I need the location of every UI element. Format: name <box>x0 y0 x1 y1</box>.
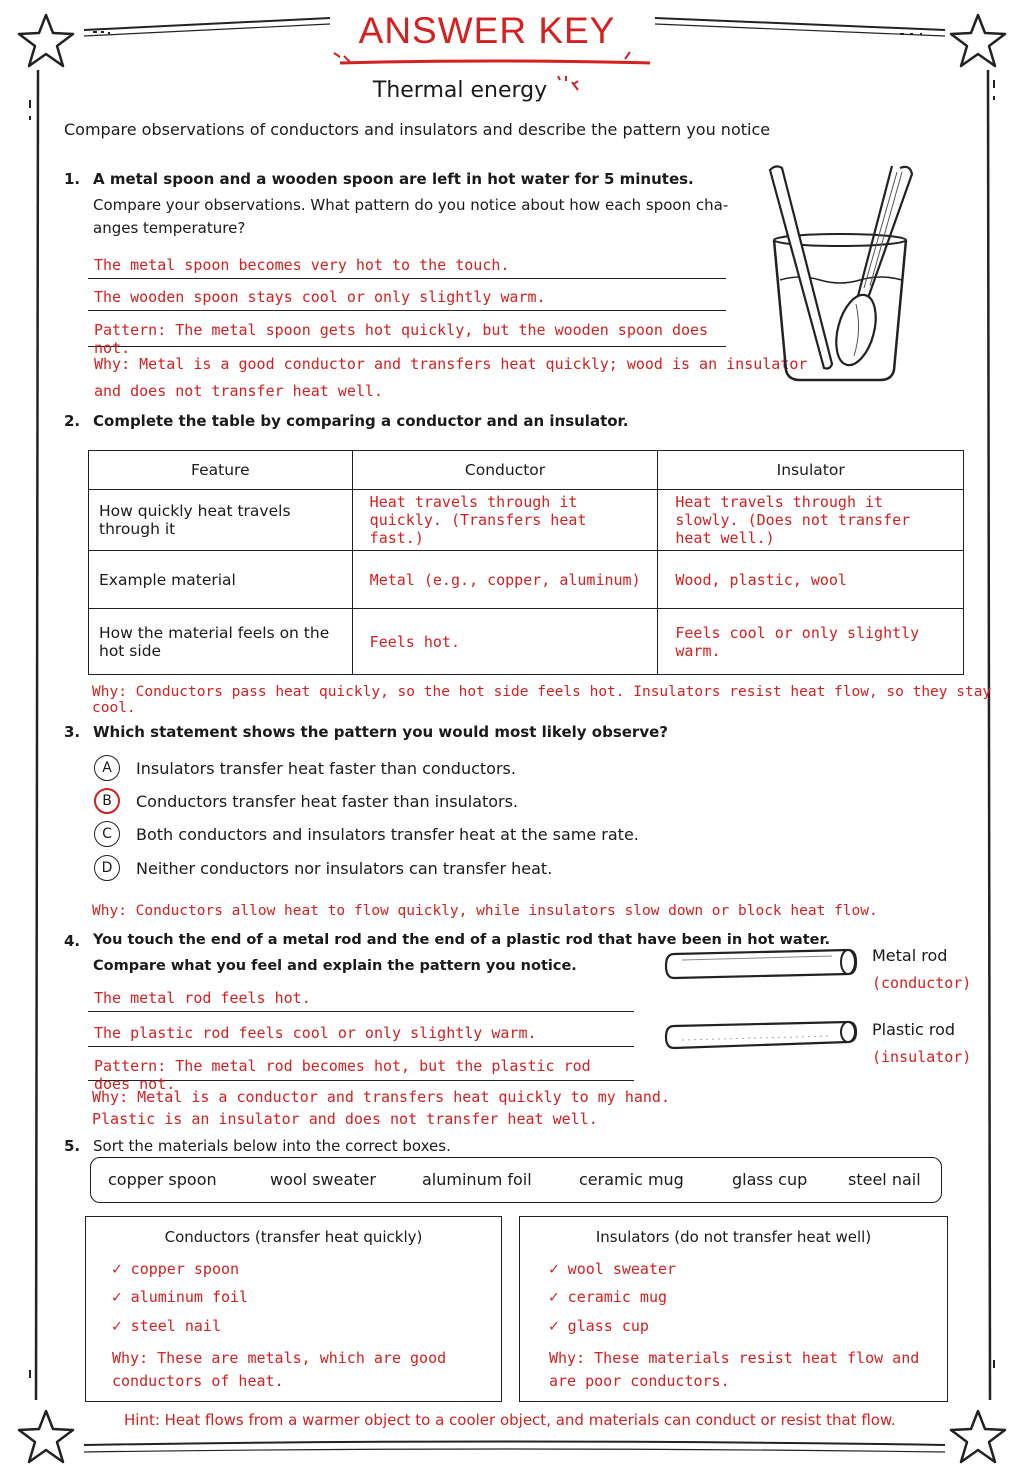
word-bank-item[interactable]: glass cup <box>732 1170 808 1189</box>
q3-number: 3. <box>64 723 81 741</box>
q1-why-line1: Why: Metal is a good conductor and transfers heat quickly; wood is an insulator <box>94 355 808 373</box>
q4-number: 4. <box>64 932 81 950</box>
q1-why-line2: and does not transfer heat well. <box>94 382 383 400</box>
subtitle: Thermal energy <box>372 78 548 103</box>
star-icon <box>948 12 1008 70</box>
q1-sub-line1: Compare your observations. What pattern do you notice about how each spoon cha- <box>93 196 729 214</box>
insulator-cell: Wood, plastic, wool <box>658 551 964 609</box>
metal-rod-label: Metal rod <box>872 946 948 965</box>
insulators-why-line2: are poor conductors. <box>549 1372 730 1390</box>
conductor-item-text: aluminum foil <box>130 1288 249 1306</box>
checkmark-icon: ✓ <box>112 1287 122 1306</box>
intro-text: Compare observations of conductors and insulators and describe the pattern you notice <box>64 120 771 139</box>
q2-prompt: Complete the table by comparing a conductor and an insulator. <box>93 412 629 430</box>
q2-why: Why: Conductors pass heat quickly, so the hot side feels hot. Insulators resist heat flow, so they stay cool. <box>92 684 992 716</box>
q1-number: 1. <box>64 170 81 188</box>
checkmark-icon: ✓ <box>112 1259 122 1278</box>
conductors-title: Conductors (transfer heat quickly) <box>164 1228 423 1246</box>
q1-answer-line: Pattern: The metal spoon gets hot quickly, but the wooden spoon does not. <box>88 321 726 347</box>
star-icon <box>948 1408 1008 1466</box>
conductor-item <box>112 1316 221 1335</box>
choice-text: Insulators transfer heat faster than conductors. <box>136 758 516 778</box>
plastic-rod-label: Plastic rod <box>872 1020 956 1039</box>
insulator-item-text: glass cup <box>567 1317 649 1335</box>
conductors-why-line2: conductors of heat. <box>112 1372 284 1390</box>
choice-a[interactable] <box>94 755 516 781</box>
choice-text: Conductors transfer heat faster than insulators. <box>136 791 519 811</box>
conductor-cell: Heat travels through it quickly. (Transfers heat fast.) <box>352 490 658 551</box>
conductors-why-line1: Why: These are metals, which are good <box>112 1349 447 1367</box>
q1-answer-line: The wooden spoon stays cool or only slightly warm. <box>88 288 726 311</box>
q3-why: Why: Conductors allow heat to flow quickly, while insulators slow down or block heat flow. <box>92 903 878 919</box>
q4-why-line2: Plastic is an insulator and does not transfer heat well. <box>92 1110 598 1128</box>
q2-number: 2. <box>64 412 81 430</box>
insulator-item-text: wool sweater <box>567 1260 677 1278</box>
conductor-item-text: copper spoon <box>130 1260 240 1278</box>
word-bank-item[interactable]: steel nail <box>848 1170 921 1189</box>
insulator-item <box>549 1287 667 1306</box>
word-bank-item[interactable]: aluminum foil <box>422 1170 532 1189</box>
q4-answer-line: The metal rod feels hot. <box>88 989 634 1012</box>
insulator-item <box>549 1259 676 1278</box>
choice-bubble[interactable]: A <box>94 755 120 781</box>
conductor-item <box>112 1287 248 1306</box>
q4-why-line1: Why: Metal is a conductor and transfers heat quickly to my hand. <box>92 1088 670 1106</box>
q5-prompt: Sort the materials below into the correct boxes. <box>93 1137 451 1155</box>
conductor-cell: Metal (e.g., copper, aluminum) <box>352 551 658 609</box>
choice-b[interactable] <box>94 788 518 814</box>
choice-bubble-selected[interactable]: B <box>94 788 120 814</box>
insulators-why-line1: Why: These materials resist heat flow and <box>549 1349 920 1367</box>
insulator-item <box>549 1316 649 1335</box>
q1-sub-line2: anges temperature? <box>93 219 246 237</box>
q5-number: 5. <box>64 1137 81 1155</box>
q4-answer-line: Pattern: The metal rod becomes hot, but the plastic rod does not. <box>88 1057 634 1081</box>
table-header: Feature <box>89 451 353 490</box>
title-underline <box>330 50 660 76</box>
checkmark-icon: ✓ <box>549 1259 559 1278</box>
spoons-in-glass-illustration <box>760 158 920 388</box>
insulators-title: Insulators (do not transfer heat well) <box>595 1228 872 1246</box>
word-bank-item[interactable]: copper spoon <box>108 1170 217 1189</box>
table-row <box>89 609 964 675</box>
table-header-row <box>89 451 964 490</box>
sparkle-icon <box>552 72 582 96</box>
feature-cell: How the material feels on the hot side <box>89 609 353 675</box>
word-bank-item[interactable]: wool sweater <box>270 1170 376 1189</box>
choice-bubble[interactable]: C <box>94 821 120 847</box>
q1-answer-line: The metal spoon becomes very hot to the touch. <box>88 256 726 279</box>
feature-cell: How quickly heat travels through it <box>89 490 353 551</box>
star-icon <box>16 1408 76 1466</box>
q4-answer-line: The plastic rod feels cool or only slightly warm. <box>88 1024 634 1047</box>
table-header: Insulator <box>658 451 964 490</box>
q4-prompt: You touch the end of a metal rod and the end of a plastic rod that have been in hot water. <box>93 932 831 948</box>
answer-key-title: ANSWER KEY <box>358 10 616 51</box>
checkmark-icon: ✓ <box>549 1287 559 1306</box>
insulator-cell: Feels cool or only slightly warm. <box>658 609 964 675</box>
q4-sub: Compare what you feel and explain the pattern you notice. <box>93 958 577 974</box>
feature-cell: Example material <box>89 551 353 609</box>
table-row <box>89 551 964 609</box>
hint-text: Hint: Heat flows from a warmer object to a cooler object, and materials can conduct or resist that flow. <box>124 1411 896 1429</box>
star-icon <box>16 12 76 70</box>
conductor-item-text: steel nail <box>130 1317 221 1335</box>
table-row <box>89 490 964 551</box>
choice-text: Neither conductors nor insulators can transfer heat. <box>136 858 553 878</box>
metal-rod-type: (conductor) <box>872 974 972 992</box>
conductor-item <box>112 1259 239 1278</box>
word-bank-item[interactable]: ceramic mug <box>579 1170 684 1189</box>
q3-prompt: Which statement shows the pattern you would most likely observe? <box>93 723 668 741</box>
q1-prompt: A metal spoon and a wooden spoon are left in hot water for 5 minutes. <box>93 170 694 188</box>
choice-bubble[interactable]: D <box>94 855 120 881</box>
choice-text: Both conductors and insulators transfer heat at the same rate. <box>136 824 639 844</box>
choice-c[interactable] <box>94 821 639 847</box>
plastic-rod-illustration <box>662 1016 862 1058</box>
insulator-cell: Heat travels through it slowly. (Does not transfer heat well.) <box>658 490 964 551</box>
metal-rod-illustration <box>662 944 862 986</box>
conductor-cell: Feels hot. <box>352 609 658 675</box>
insulator-item-text: ceramic mug <box>567 1288 668 1306</box>
table-header: Conductor <box>352 451 658 490</box>
checkmark-icon: ✓ <box>549 1316 559 1335</box>
plastic-rod-type: (insulator) <box>872 1048 972 1066</box>
choice-d[interactable] <box>94 855 552 881</box>
checkmark-icon: ✓ <box>112 1316 122 1335</box>
comparison-table <box>88 450 964 675</box>
